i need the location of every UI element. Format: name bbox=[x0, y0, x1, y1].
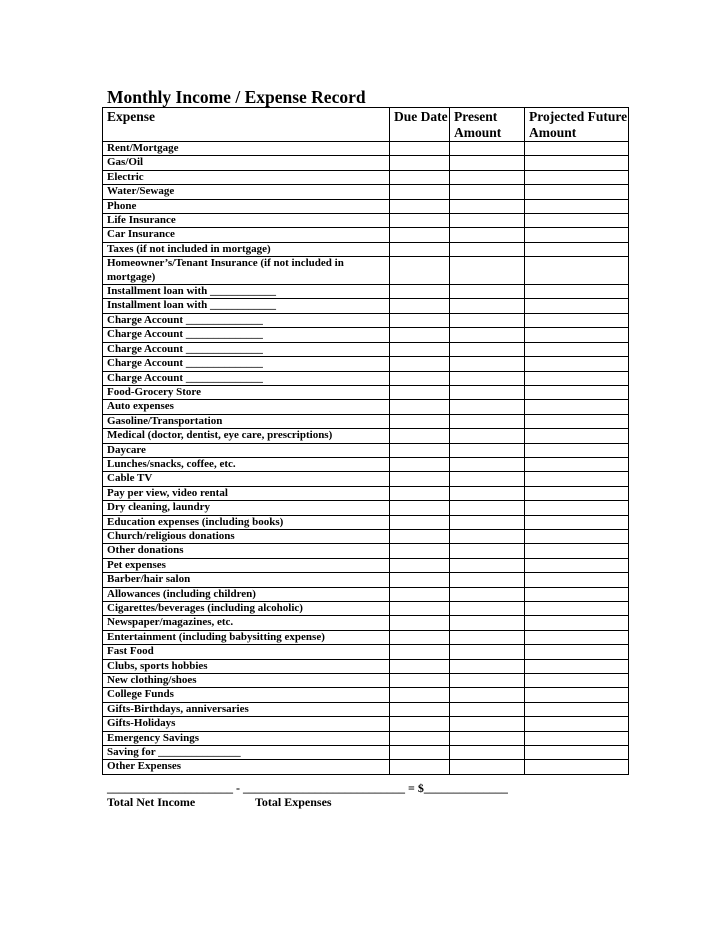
table-row bbox=[103, 185, 629, 199]
projected-amount-cell[interactable] bbox=[525, 400, 629, 414]
expense-label: College Funds bbox=[103, 688, 390, 702]
due-date-cell[interactable] bbox=[390, 529, 450, 543]
expense-label: Other donations bbox=[103, 544, 390, 558]
expense-label: Taxes (if not included in mortgage) bbox=[103, 242, 390, 256]
table-header-row bbox=[103, 108, 629, 142]
due-date-cell[interactable] bbox=[390, 760, 450, 774]
table-row bbox=[103, 731, 629, 745]
present-amount-cell[interactable] bbox=[450, 443, 525, 457]
present-amount-cell[interactable] bbox=[450, 674, 525, 688]
table-row bbox=[103, 342, 629, 356]
due-date-cell[interactable] bbox=[390, 400, 450, 414]
due-date-cell[interactable] bbox=[390, 242, 450, 256]
expense-label: Lunches/snacks, coffee, etc. bbox=[103, 457, 390, 471]
present-amount-cell[interactable] bbox=[450, 156, 525, 170]
projected-amount-cell[interactable] bbox=[525, 328, 629, 342]
present-amount-cell[interactable] bbox=[450, 616, 525, 630]
projected-amount-cell[interactable] bbox=[525, 313, 629, 327]
due-date-cell[interactable] bbox=[390, 486, 450, 500]
table-row bbox=[103, 142, 629, 156]
projected-amount-cell[interactable] bbox=[525, 242, 629, 256]
expense-label: Allowances (including children) bbox=[103, 587, 390, 601]
due-date-cell[interactable] bbox=[390, 501, 450, 515]
table-row bbox=[103, 156, 629, 170]
table-row bbox=[103, 199, 629, 213]
present-amount-cell[interactable] bbox=[450, 313, 525, 327]
projected-amount-cell[interactable] bbox=[525, 659, 629, 673]
present-amount-cell[interactable] bbox=[450, 760, 525, 774]
projected-amount-cell[interactable] bbox=[525, 717, 629, 731]
expense-label: Dry cleaning, laundry bbox=[103, 501, 390, 515]
table-row bbox=[103, 486, 629, 500]
table-row bbox=[103, 242, 629, 256]
expense-label: Homeowner’s/Tenant Insurance (if not included in mortgage) bbox=[103, 257, 390, 285]
table-row bbox=[103, 170, 629, 184]
present-amount-cell[interactable] bbox=[450, 457, 525, 471]
expense-label: Fast Food bbox=[103, 645, 390, 659]
due-date-cell[interactable] bbox=[390, 443, 450, 457]
present-amount-cell[interactable] bbox=[450, 257, 525, 285]
due-date-cell[interactable] bbox=[390, 429, 450, 443]
due-date-cell[interactable] bbox=[390, 199, 450, 213]
present-amount-cell[interactable] bbox=[450, 185, 525, 199]
present-amount-cell[interactable] bbox=[450, 242, 525, 256]
expense-label: Daycare bbox=[103, 443, 390, 457]
present-amount-cell[interactable] bbox=[450, 486, 525, 500]
projected-amount-cell[interactable] bbox=[525, 645, 629, 659]
projected-amount-cell[interactable] bbox=[525, 385, 629, 399]
table-row bbox=[103, 702, 629, 716]
projected-amount-cell[interactable] bbox=[525, 371, 629, 385]
expense-label: Entertainment (including babysitting expense) bbox=[103, 630, 390, 644]
projected-amount-cell[interactable] bbox=[525, 257, 629, 285]
due-date-cell[interactable] bbox=[390, 674, 450, 688]
table-row bbox=[103, 558, 629, 572]
present-amount-cell[interactable] bbox=[450, 573, 525, 587]
projected-amount-cell[interactable] bbox=[525, 472, 629, 486]
present-amount-cell[interactable] bbox=[450, 199, 525, 213]
projected-amount-cell[interactable] bbox=[525, 558, 629, 572]
present-amount-cell[interactable] bbox=[450, 630, 525, 644]
present-amount-cell[interactable] bbox=[450, 342, 525, 356]
due-date-cell[interactable] bbox=[390, 257, 450, 285]
table-row bbox=[103, 760, 629, 774]
projected-amount-cell[interactable] bbox=[525, 486, 629, 500]
table-row bbox=[103, 645, 629, 659]
page-title: Monthly Income / Expense Record bbox=[107, 87, 366, 107]
present-amount-cell[interactable] bbox=[450, 328, 525, 342]
expense-label: Auto expenses bbox=[103, 400, 390, 414]
table-row bbox=[103, 587, 629, 601]
expense-label: Charge Account ______________ bbox=[103, 313, 390, 327]
due-date-cell[interactable] bbox=[390, 544, 450, 558]
present-amount-cell[interactable] bbox=[450, 717, 525, 731]
due-date-cell[interactable] bbox=[390, 587, 450, 601]
due-date-cell[interactable] bbox=[390, 457, 450, 471]
projected-amount-cell[interactable] bbox=[525, 185, 629, 199]
table-row bbox=[103, 616, 629, 630]
projected-amount-cell[interactable] bbox=[525, 616, 629, 630]
due-date-cell[interactable] bbox=[390, 616, 450, 630]
table-row bbox=[103, 371, 629, 385]
projected-amount-cell[interactable] bbox=[525, 501, 629, 515]
present-amount-cell[interactable] bbox=[450, 472, 525, 486]
table-row bbox=[103, 602, 629, 616]
expense-label: Medical (doctor, dentist, eye care, prescriptions) bbox=[103, 429, 390, 443]
due-date-cell[interactable] bbox=[390, 313, 450, 327]
projected-amount-cell[interactable] bbox=[525, 299, 629, 313]
projected-amount-cell[interactable] bbox=[525, 602, 629, 616]
expense-label: Emergency Savings bbox=[103, 731, 390, 745]
table-row bbox=[103, 357, 629, 371]
due-date-cell[interactable] bbox=[390, 214, 450, 228]
expense-label: Education expenses (including books) bbox=[103, 515, 390, 529]
table-row bbox=[103, 443, 629, 457]
present-amount-cell[interactable] bbox=[450, 214, 525, 228]
present-amount-cell[interactable] bbox=[450, 501, 525, 515]
table-row bbox=[103, 257, 629, 285]
due-date-cell[interactable] bbox=[390, 731, 450, 745]
due-date-cell[interactable] bbox=[390, 630, 450, 644]
projected-amount-cell[interactable] bbox=[525, 199, 629, 213]
present-amount-cell[interactable] bbox=[450, 371, 525, 385]
header-projected-amount: Projected Future Amount bbox=[525, 108, 629, 142]
due-date-cell[interactable] bbox=[390, 717, 450, 731]
projected-amount-cell[interactable] bbox=[525, 214, 629, 228]
present-amount-cell[interactable] bbox=[450, 429, 525, 443]
due-date-cell[interactable] bbox=[390, 185, 450, 199]
expense-label: Phone bbox=[103, 199, 390, 213]
due-date-cell[interactable] bbox=[390, 573, 450, 587]
due-date-cell[interactable] bbox=[390, 228, 450, 242]
expense-label: Water/Sewage bbox=[103, 185, 390, 199]
expense-label: Barber/hair salon bbox=[103, 573, 390, 587]
expense-label: Gasoline/Transportation bbox=[103, 414, 390, 428]
table-row bbox=[103, 285, 629, 299]
present-amount-cell[interactable] bbox=[450, 142, 525, 156]
present-amount-cell[interactable] bbox=[450, 544, 525, 558]
table-row bbox=[103, 457, 629, 471]
due-date-cell[interactable] bbox=[390, 285, 450, 299]
table-row bbox=[103, 429, 629, 443]
projected-amount-cell[interactable] bbox=[525, 688, 629, 702]
expense-label: Gas/Oil bbox=[103, 156, 390, 170]
expense-label: Gifts-Birthdays, anniversaries bbox=[103, 702, 390, 716]
table-row bbox=[103, 299, 629, 313]
due-date-cell[interactable] bbox=[390, 702, 450, 716]
projected-amount-cell[interactable] bbox=[525, 156, 629, 170]
projected-amount-cell[interactable] bbox=[525, 414, 629, 428]
present-amount-cell[interactable] bbox=[450, 228, 525, 242]
table-row bbox=[103, 573, 629, 587]
table-row bbox=[103, 746, 629, 760]
table-row bbox=[103, 214, 629, 228]
projected-amount-cell[interactable] bbox=[525, 457, 629, 471]
expense-label: Gifts-Holidays bbox=[103, 717, 390, 731]
projected-amount-cell[interactable] bbox=[525, 573, 629, 587]
expense-label: Cable TV bbox=[103, 472, 390, 486]
expense-label: Car Insurance bbox=[103, 228, 390, 242]
present-amount-cell[interactable] bbox=[450, 299, 525, 313]
present-amount-cell[interactable] bbox=[450, 515, 525, 529]
projected-amount-cell[interactable] bbox=[525, 429, 629, 443]
table-row bbox=[103, 400, 629, 414]
expense-label: Food-Grocery Store bbox=[103, 385, 390, 399]
present-amount-cell[interactable] bbox=[450, 170, 525, 184]
present-amount-cell[interactable] bbox=[450, 746, 525, 760]
present-amount-cell[interactable] bbox=[450, 400, 525, 414]
projected-amount-cell[interactable] bbox=[525, 142, 629, 156]
total-expenses-label: Total Expenses bbox=[255, 795, 332, 809]
expense-label: Newspaper/magazines, etc. bbox=[103, 616, 390, 630]
header-due-date: Due Date bbox=[390, 108, 450, 142]
table-row bbox=[103, 328, 629, 342]
expense-label: Installment loan with ____________ bbox=[103, 285, 390, 299]
present-amount-cell[interactable] bbox=[450, 702, 525, 716]
expense-label: Charge Account ______________ bbox=[103, 342, 390, 356]
header-present-amount: Present Amount bbox=[450, 108, 525, 142]
due-date-cell[interactable] bbox=[390, 142, 450, 156]
expense-label: Pay per view, video rental bbox=[103, 486, 390, 500]
due-date-cell[interactable] bbox=[390, 156, 450, 170]
present-amount-cell[interactable] bbox=[450, 385, 525, 399]
expense-label: Cigarettes/beverages (including alcoholic) bbox=[103, 602, 390, 616]
projected-amount-cell[interactable] bbox=[525, 285, 629, 299]
present-amount-cell[interactable] bbox=[450, 558, 525, 572]
projected-amount-cell[interactable] bbox=[525, 544, 629, 558]
projected-amount-cell[interactable] bbox=[525, 357, 629, 371]
present-amount-cell[interactable] bbox=[450, 587, 525, 601]
expense-label: Life Insurance bbox=[103, 214, 390, 228]
present-amount-cell[interactable] bbox=[450, 529, 525, 543]
due-date-cell[interactable] bbox=[390, 746, 450, 760]
table-row bbox=[103, 228, 629, 242]
projected-amount-cell[interactable] bbox=[525, 630, 629, 644]
projected-amount-cell[interactable] bbox=[525, 702, 629, 716]
table-row bbox=[103, 515, 629, 529]
expense-label: Installment loan with ____________ bbox=[103, 299, 390, 313]
expense-label: Rent/Mortgage bbox=[103, 142, 390, 156]
due-date-cell[interactable] bbox=[390, 602, 450, 616]
table-row bbox=[103, 717, 629, 731]
projected-amount-cell[interactable] bbox=[525, 342, 629, 356]
expense-label: Charge Account ______________ bbox=[103, 328, 390, 342]
projected-amount-cell[interactable] bbox=[525, 760, 629, 774]
projected-amount-cell[interactable] bbox=[525, 515, 629, 529]
expense-label: Pet expenses bbox=[103, 558, 390, 572]
table-row bbox=[103, 544, 629, 558]
due-date-cell[interactable] bbox=[390, 357, 450, 371]
projected-amount-cell[interactable] bbox=[525, 228, 629, 242]
projected-amount-cell[interactable] bbox=[525, 731, 629, 745]
present-amount-cell[interactable] bbox=[450, 645, 525, 659]
projected-amount-cell[interactable] bbox=[525, 170, 629, 184]
due-date-cell[interactable] bbox=[390, 558, 450, 572]
expense-label: Charge Account ______________ bbox=[103, 357, 390, 371]
due-date-cell[interactable] bbox=[390, 342, 450, 356]
present-amount-cell[interactable] bbox=[450, 414, 525, 428]
expense-table bbox=[102, 107, 629, 775]
table-row bbox=[103, 688, 629, 702]
total-net-income-label: Total Net Income bbox=[107, 795, 196, 809]
due-date-cell[interactable] bbox=[390, 170, 450, 184]
table-row bbox=[103, 385, 629, 399]
due-date-cell[interactable] bbox=[390, 385, 450, 399]
projected-amount-cell[interactable] bbox=[525, 443, 629, 457]
table-row bbox=[103, 529, 629, 543]
expense-label: Other Expenses bbox=[103, 760, 390, 774]
expense-label: Charge Account ______________ bbox=[103, 371, 390, 385]
due-date-cell[interactable] bbox=[390, 688, 450, 702]
expense-label: Saving for _______________ bbox=[103, 746, 390, 760]
projected-amount-cell[interactable] bbox=[525, 587, 629, 601]
net-formula-line: _____________________ - ___________________________ = $______________ bbox=[107, 781, 508, 795]
present-amount-cell[interactable] bbox=[450, 659, 525, 673]
table-row bbox=[103, 472, 629, 486]
table-row bbox=[103, 313, 629, 327]
header-expense: Expense bbox=[103, 108, 390, 142]
due-date-cell[interactable] bbox=[390, 299, 450, 313]
table-row bbox=[103, 659, 629, 673]
expense-label: Electric bbox=[103, 170, 390, 184]
present-amount-cell[interactable] bbox=[450, 285, 525, 299]
due-date-cell[interactable] bbox=[390, 414, 450, 428]
table-row bbox=[103, 674, 629, 688]
expense-label: Church/religious donations bbox=[103, 529, 390, 543]
expense-label: Clubs, sports hobbies bbox=[103, 659, 390, 673]
present-amount-cell[interactable] bbox=[450, 357, 525, 371]
due-date-cell[interactable] bbox=[390, 515, 450, 529]
due-date-cell[interactable] bbox=[390, 659, 450, 673]
due-date-cell[interactable] bbox=[390, 371, 450, 385]
due-date-cell[interactable] bbox=[390, 328, 450, 342]
due-date-cell[interactable] bbox=[390, 645, 450, 659]
projected-amount-cell[interactable] bbox=[525, 674, 629, 688]
present-amount-cell[interactable] bbox=[450, 688, 525, 702]
table-row bbox=[103, 501, 629, 515]
table-row bbox=[103, 630, 629, 644]
present-amount-cell[interactable] bbox=[450, 602, 525, 616]
expense-label: New clothing/shoes bbox=[103, 674, 390, 688]
due-date-cell[interactable] bbox=[390, 472, 450, 486]
projected-amount-cell[interactable] bbox=[525, 529, 629, 543]
present-amount-cell[interactable] bbox=[450, 731, 525, 745]
table-row bbox=[103, 414, 629, 428]
projected-amount-cell[interactable] bbox=[525, 746, 629, 760]
